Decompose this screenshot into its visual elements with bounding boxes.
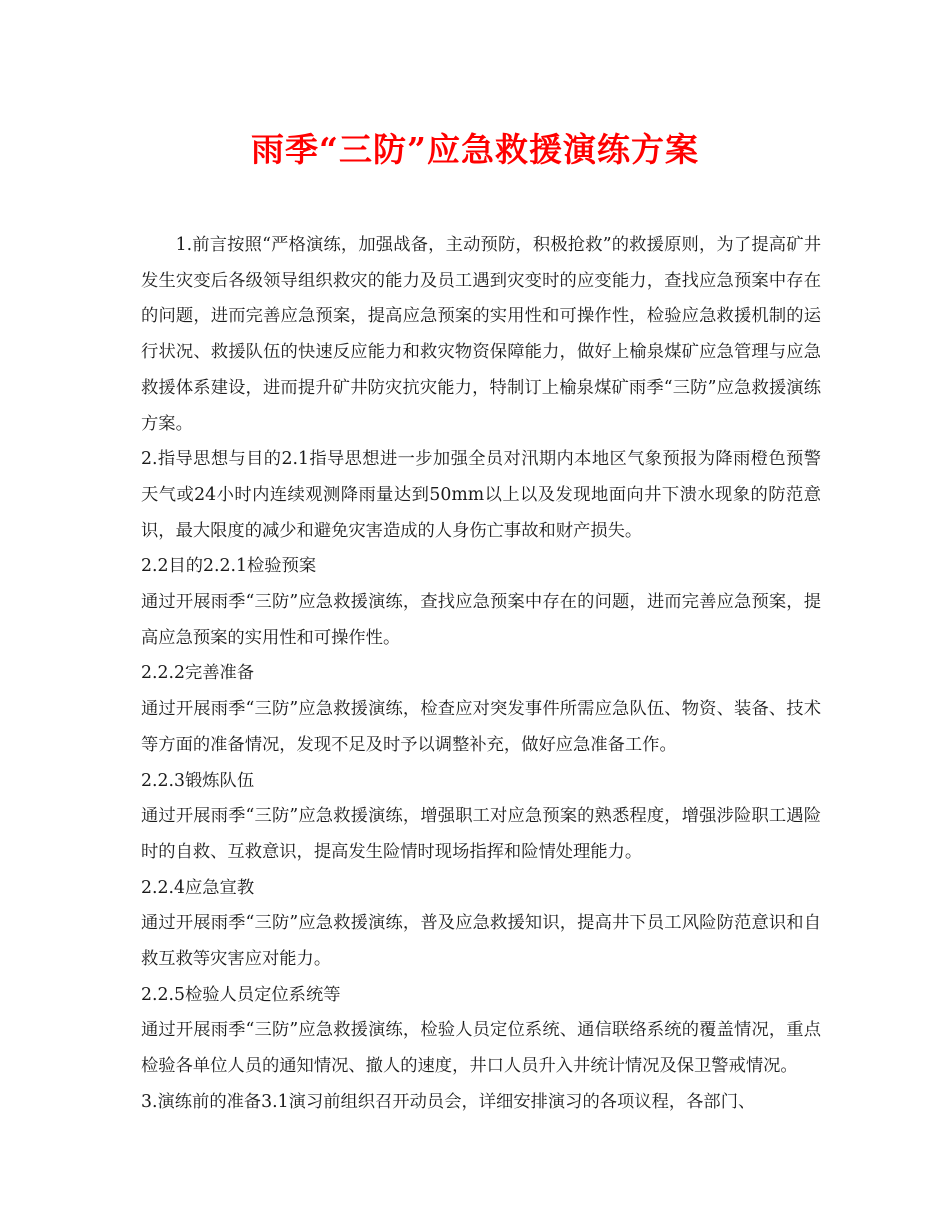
heading-2-2-5: 2.2.5检验人员定位系统等 xyxy=(141,984,341,1005)
paragraph-2-2-1: 通过开展雨季“三防”应急救援演练，查找应急预案中存在的问题，进而完善应急预案，提高应急预案的实用性和可操作性。 xyxy=(141,592,821,648)
heading-2-2-4: 2.2.4应急宣教 xyxy=(141,877,255,898)
paragraph-preface: 1.前言按照“严格演练，加强战备，主动预防，积极抢救”的救援原则，为了提高矿井发生灾变后各级领导组织救灾的能力及员工遇到灾变时的应变能力，查找应急预案中存在的问题，进而完善应急预案，提高应急预案的实用性和可操作性，检验应急救援机制的运行状况、救援队伍的快速反应能力和救灾物资保障能力，做好上榆泉煤矿应急管理与应急救援体系建设，进而提升矿井防灾抗灾能力，特制订上榆泉煤矿雨季“三防”应急救援演练方案。 xyxy=(141,235,821,434)
paragraph-2-2-5: 通过开展雨季“三防”应急救援演练，检验人员定位系统、通信联络系统的覆盖情况，重点检验各单位人员的通知情况、撤人的速度，井口人员升入井统计情况及保卫警戒情况。 xyxy=(141,1020,821,1077)
heading-2-2-3: 2.2.3锻炼队伍 xyxy=(141,770,255,791)
heading-2-2-2: 2.2.2完善准备 xyxy=(141,663,255,684)
paragraph-2-2-4: 通过开展雨季“三防”应急救援演练，普及应急救援知识，提高井下员工风险防范意识和自救互救等灾害应对能力。 xyxy=(141,913,821,970)
paragraph-section-3: 3.演练前的准备3.1演习前组织召开动员会，详细安排演习的各项议程，各部门、 xyxy=(141,1091,756,1112)
document-body xyxy=(141,228,821,1121)
paragraph-2-2-2: 通过开展雨季“三防”应急救援演练，检查应对突发事件所需应急队伍、物资、装备、技术等方面的准备情况，发现不足及时予以调整补充，做好应急准备工作。 xyxy=(141,699,821,755)
heading-2-2-1: 2.2目的2.2.1检验预案 xyxy=(141,556,317,577)
paragraph-guiding-ideology: 2.指导思想与目的2.1指导思想进一步加强全员对汛期内本地区气象预报为降雨橙色预警天气或24小时内连续观测降雨量达到50mm以上以及发现地面向井下溃水现象的防范意识，最大限度的减少和避免灾害造成的人身伤亡事故和财产损失。 xyxy=(141,449,821,541)
paragraph-2-2-3: 通过开展雨季“三防”应急救援演练，增强职工对应急预案的熟悉程度，增强涉险职工遇险时的自救、互救意识，提高发生险情时现场指挥和险情处理能力。 xyxy=(141,806,821,862)
document-title: 雨季“三防”应急救援演练方案 xyxy=(251,130,699,169)
